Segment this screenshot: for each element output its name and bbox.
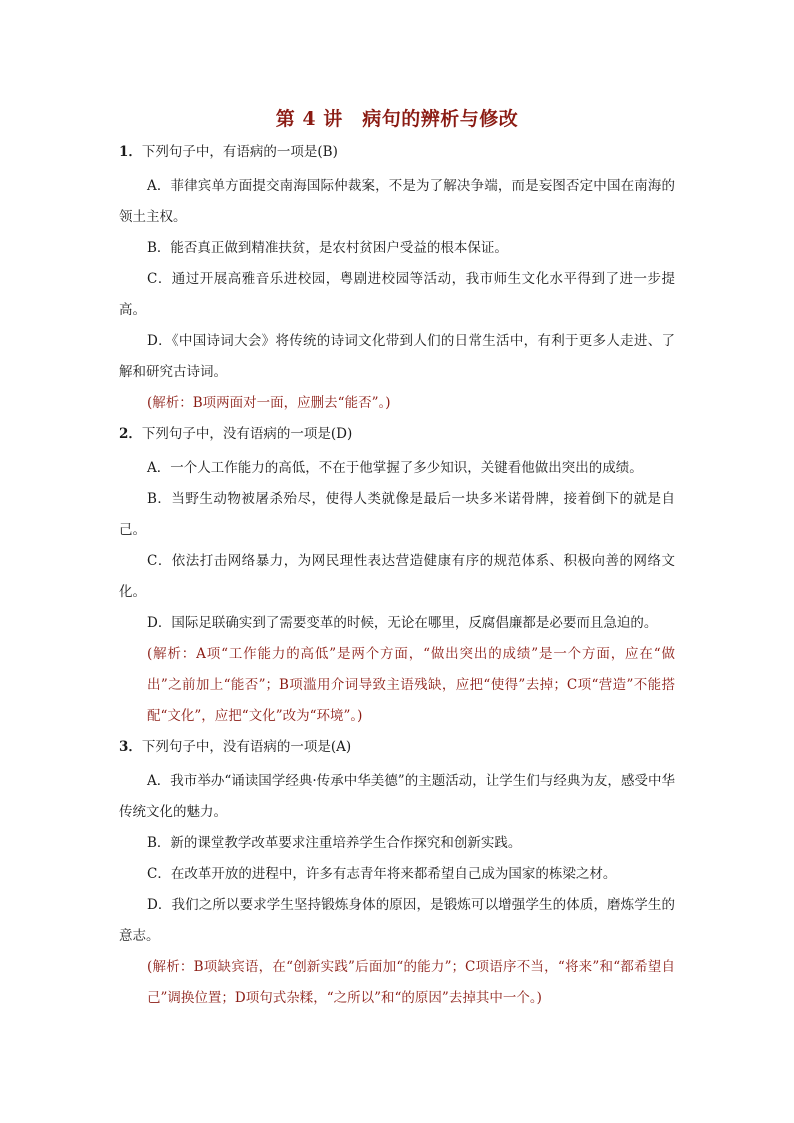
question-1	[119, 141, 675, 419]
option-d: D．我们之所以要求学生坚持锻炼身体的原因，是锻炼可以增强学生的体质，磨炼学生的意志。	[119, 897, 675, 944]
option-a: A．一个人工作能力的高低，不在于他掌握了多少知识，关键看他做出突出的成绩。	[147, 460, 643, 476]
question-stem	[119, 736, 675, 758]
option-b: B．能否真正做到精准扶贫，是农村贫困户受益的根本保证。	[147, 240, 508, 256]
option-a: A．我市举办“诵读国学经典·传承中华美德”的主题活动，让学生们与经典为友，感受中华传统文化的魅力。	[119, 773, 675, 820]
option-d: D．国际足联确实到了需要变革的时候，无论在哪里，反腐倡廉都是必要而且急迫的。	[147, 615, 658, 631]
page-title: 第 4 讲 病句的辨析与修改	[275, 108, 519, 130]
question-2	[119, 423, 675, 732]
option-a: A．菲律宾单方面提交南海国际仲裁案，不是为了解决争端，而是妄图否定中国在南海的领土主权。	[119, 178, 675, 225]
question-text: 下列句子中，有语病的一项是(B)	[141, 144, 338, 160]
question-text: 下列句子中，没有语病的一项是(D)	[141, 426, 353, 442]
option-b: B．当野生动物被屠杀殆尽，使得人类就像是最后一块多米诺骨牌，接着倒下的就是自己。	[119, 491, 675, 538]
question-number: 1．	[119, 144, 142, 160]
option-b: B．新的课堂教学改革要求注重培养学生合作探究和创新实践。	[147, 835, 522, 851]
question-list	[119, 141, 675, 1018]
explanation: (解析：B项两面对一面，应删去“能否”。)	[147, 395, 391, 411]
question-number: 2．	[119, 426, 142, 442]
explanation: (解析：B项缺宾语，在“创新实践”后面加“的能力”；C项语序不当，“将来”和“都希望自己”调换位置；D项句式杂糅，“之所以”和“的原因”去掉其中一个。)	[147, 959, 675, 1006]
option-d: D．《中国诗词大会》将传统的诗词文化带到人们的日常生活中，有利于更多人走进、了解和研究古诗词。	[119, 333, 675, 380]
option-c: C．在改革开放的进程中，许多有志青年将来都希望自己成为国家的栋梁之材。	[147, 866, 617, 882]
question-text: 下列句子中，没有语病的一项是(A)	[141, 739, 352, 755]
question-stem	[119, 423, 675, 445]
question-3	[119, 736, 675, 1014]
explanation: (解析：A项“工作能力的高低”是两个方面，“做出突出的成绩”是一个方面，应在“做出”之前加上“能否”；B项滥用介词导致主语残缺，应把“使得”去掉；C项“营造”不能搭配“文化”，应把“文化”改为“环境”。)	[147, 646, 675, 724]
question-stem	[119, 141, 675, 163]
question-number: 3．	[119, 739, 142, 755]
option-c: C．依法打击网络暴力，为网民理性表达营造健康有序的规范体系、积极向善的网络文化。	[119, 553, 675, 600]
option-c: C．通过开展高雅音乐进校园，粤剧进校园等活动，我市师生文化水平得到了进一步提高。	[119, 271, 675, 318]
